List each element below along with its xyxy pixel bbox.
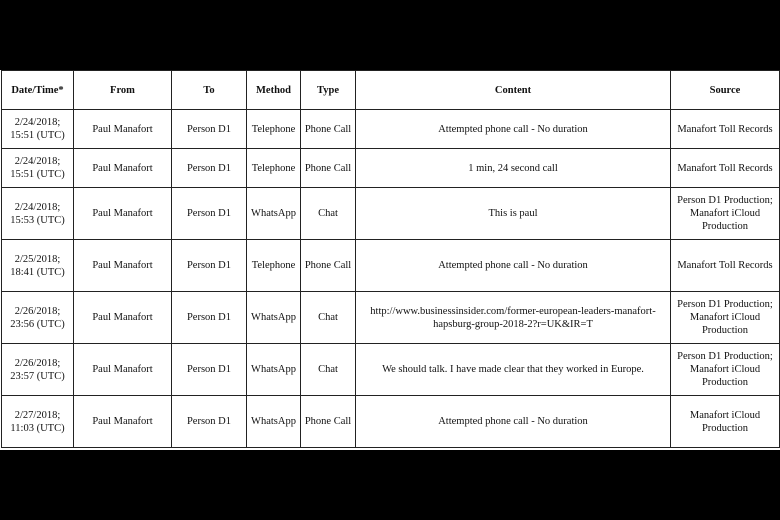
cell-from: Paul Manafort [74,240,172,292]
header-to: To [172,71,247,110]
table-row [2,149,780,188]
cell-type: Phone Call [301,240,356,292]
document-page [0,70,780,450]
table-row [2,188,780,240]
cell-date: 2/26/2018; [14,305,61,317]
cell-source: Person D1 Production; Manafort iCloud Production [671,292,780,344]
cell-time: 23:57 (UTC) [10,370,65,382]
cell-datetime [2,149,74,188]
cell-to: Person D1 [172,149,247,188]
cell-to: Person D1 [172,188,247,240]
cell-content: Attempted phone call - No duration [356,240,671,292]
cell-source: Person D1 Production; Manafort iCloud Production [671,188,780,240]
cell-date: 2/25/2018; [14,253,61,265]
cell-content: We should talk. I have made clear that they worked in Europe. [356,344,671,396]
cell-method: WhatsApp [247,396,301,448]
cell-time: 18:41 (UTC) [10,266,65,278]
cell-method: Telephone [247,149,301,188]
cell-from: Paul Manafort [74,292,172,344]
cell-from: Paul Manafort [74,110,172,149]
cell-datetime [2,188,74,240]
cell-source: Manafort iCloud Production [671,396,780,448]
cell-from: Paul Manafort [74,188,172,240]
cell-datetime [2,292,74,344]
cell-source: Manafort Toll Records [671,240,780,292]
cell-time: 23:56 (UTC) [10,318,65,330]
cell-date: 2/26/2018; [14,357,61,369]
cell-content: 1 min, 24 second call [356,149,671,188]
cell-time: 11:03 (UTC) [10,422,65,434]
cell-method: WhatsApp [247,344,301,396]
header-datetime: Date/Time* [2,71,74,110]
cell-time: 15:51 (UTC) [10,130,65,141]
table-row [2,240,780,292]
cell-from: Paul Manafort [74,396,172,448]
cell-time: 15:53 (UTC) [10,214,65,226]
header-type: Type [301,71,356,110]
header-source: Source [671,71,780,110]
cell-date: 2/24/2018; [14,156,61,167]
cell-date: 2/27/2018; [14,409,61,421]
cell-type: Chat [301,188,356,240]
cell-time: 15:51 (UTC) [10,169,65,180]
cell-content: Attempted phone call - No duration [356,396,671,448]
cell-type: Phone Call [301,396,356,448]
cell-to: Person D1 [172,344,247,396]
cell-type: Chat [301,292,356,344]
cell-method: Telephone [247,240,301,292]
cell-to: Person D1 [172,292,247,344]
cell-datetime [2,344,74,396]
header-method: Method [247,71,301,110]
cell-to: Person D1 [172,396,247,448]
cell-datetime [2,396,74,448]
cell-source: Manafort Toll Records [671,149,780,188]
cell-method: WhatsApp [247,188,301,240]
cell-content: Attempted phone call - No duration [356,110,671,149]
cell-source: Person D1 Production; Manafort iCloud Production [671,344,780,396]
cell-from: Paul Manafort [74,344,172,396]
cell-method: Telephone [247,110,301,149]
cell-type: Phone Call [301,110,356,149]
communications-table [1,70,780,448]
cell-datetime [2,110,74,149]
cell-date: 2/24/2018; [14,117,61,128]
table-row [2,344,780,396]
header-content: Content [356,71,671,110]
table-row [2,110,780,149]
cell-to: Person D1 [172,110,247,149]
cell-source: Manafort Toll Records [671,110,780,149]
cell-type: Phone Call [301,149,356,188]
header-from: From [74,71,172,110]
header-row [2,71,780,110]
cell-content: This is paul [356,188,671,240]
cell-from: Paul Manafort [74,149,172,188]
cell-type: Chat [301,344,356,396]
cell-datetime [2,240,74,292]
table-row [2,292,780,344]
table-row [2,396,780,448]
cell-method: WhatsApp [247,292,301,344]
cell-content[interactable]: http://www.businessinsider.com/former-european-leaders-manafort-hapsburg-group-2018-2?r=UK&IR=T [356,292,671,344]
cell-date: 2/24/2018; [14,201,61,213]
cell-to: Person D1 [172,240,247,292]
